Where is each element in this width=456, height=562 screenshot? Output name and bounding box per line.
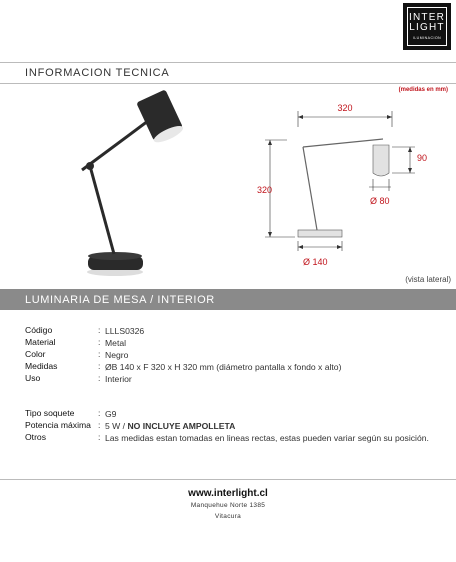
spec-value: Interior — [105, 374, 132, 384]
spec-label: Uso — [25, 373, 41, 383]
logo-line-2: LIGHT — [409, 22, 445, 33]
city-text: Vitacura — [214, 513, 242, 520]
units-note: (medidas en mm) — [398, 87, 448, 93]
height-label: 320 — [257, 185, 273, 195]
section-header — [0, 62, 456, 84]
address-text: Manquehue Norte 1385 — [190, 502, 266, 509]
spec-value: G9 — [105, 409, 117, 419]
lamp-lower-arm — [90, 166, 114, 254]
spec-value: Negro — [105, 350, 129, 360]
spec-label: Tipo soquete — [25, 408, 75, 418]
shade-diameter-label: Ø 80 — [370, 196, 390, 206]
spec-label: Color — [25, 349, 46, 359]
drawing-base — [298, 230, 342, 237]
footer-divider — [0, 479, 456, 480]
website-link[interactable]: www.interlight.cl — [188, 488, 268, 499]
spec-label: Medidas — [25, 361, 58, 371]
spec-colon: : — [98, 373, 101, 383]
spec-colon: : — [98, 337, 101, 347]
power-value: 5 W / — [105, 421, 128, 431]
spec-colon: : — [98, 420, 101, 430]
width-label: 320 — [337, 103, 353, 113]
spec-label: Material — [25, 337, 56, 347]
section-title: INFORMACION TECNICA — [25, 67, 170, 79]
category-banner — [0, 289, 456, 310]
category-title: LUMINARIA DE MESA / INTERIOR — [25, 294, 215, 306]
view-note: (vista lateral) — [405, 275, 451, 284]
power-warning: NO INCLUYE AMPOLLETA — [127, 421, 236, 431]
drawing-shade — [373, 145, 389, 176]
spec-value: LLLS0326 — [105, 326, 145, 336]
spec-colon: : — [98, 432, 101, 442]
spec-colon: : — [98, 408, 101, 418]
spec-colon: : — [98, 361, 101, 371]
logo-line-3: ILUMINACION — [412, 36, 442, 40]
brand-logo — [403, 3, 451, 50]
spec-value — [105, 420, 445, 432]
spec-value: ØB 140 x F 320 x H 320 mm (diámetro pantalla x fondo x alto) — [105, 362, 342, 372]
logo-line-1: INTER — [409, 12, 445, 23]
spec-label: Código — [25, 325, 53, 335]
product-image — [60, 86, 200, 282]
spec-value: Las medidas estan tomadas en lineas rectas, estas pueden variar según su posición. — [105, 433, 429, 443]
spec-colon: : — [98, 349, 101, 359]
spec-label: Otros — [25, 432, 47, 442]
spec-colon: : — [98, 325, 101, 335]
lamp-upper-arm — [82, 118, 152, 170]
shade-height-label: 90 — [417, 153, 428, 163]
spec-value: Metal — [105, 338, 127, 348]
lamp-shade — [136, 89, 185, 145]
base-diameter-label: Ø 140 — [303, 257, 328, 267]
dimension-drawing — [255, 95, 455, 275]
spec-label: Potencia máxima — [25, 420, 91, 430]
